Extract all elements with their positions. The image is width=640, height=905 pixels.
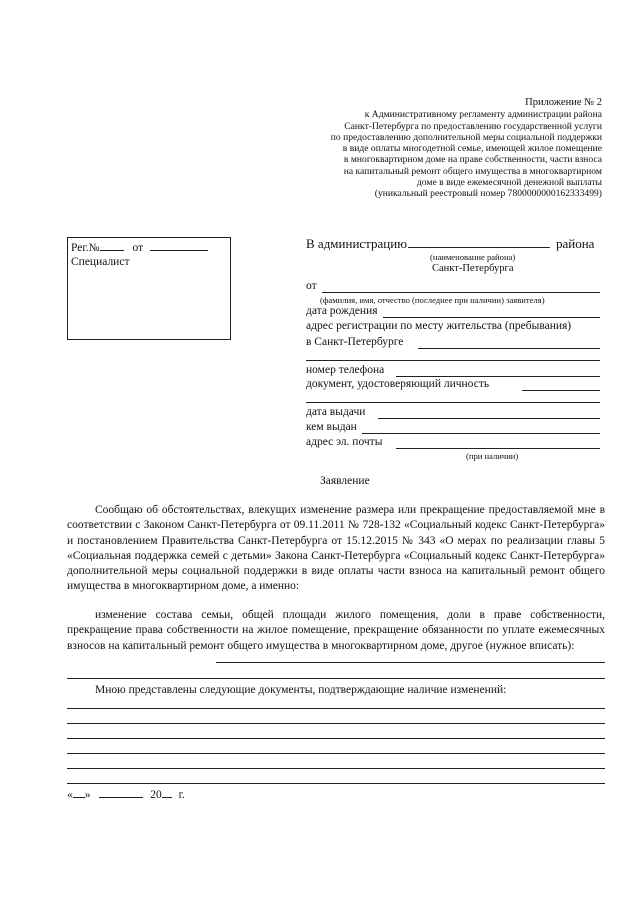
appendix-line: Санкт-Петербурга по предоставлению государственной услуги	[344, 120, 602, 132]
changes-field-1[interactable]	[216, 662, 605, 663]
reg-number-field[interactable]	[100, 240, 124, 251]
appendix-line: к Административному регламенту администрации района	[364, 109, 602, 121]
documents-line-2[interactable]	[67, 723, 605, 724]
district-label: района	[556, 236, 595, 251]
appendix-line: по предоставлению дополнительной меры социальной поддержки	[330, 131, 602, 143]
date-month-field[interactable]	[99, 787, 143, 798]
birth-date-field[interactable]	[383, 317, 600, 318]
phone-field[interactable]	[396, 376, 600, 377]
reg-number-label: Рег.№	[71, 242, 100, 254]
date-day-field[interactable]	[73, 787, 85, 798]
city-label: Санкт-Петербурга	[432, 263, 514, 274]
from-label: от	[306, 280, 317, 292]
documents-line-4[interactable]	[67, 753, 605, 754]
issue-date-field[interactable]	[378, 418, 600, 419]
date-year-field[interactable]	[162, 787, 172, 798]
specialist-label: Специалист	[71, 256, 130, 268]
date-year-suffix: г.	[178, 789, 185, 801]
documents-paragraph: Мною представлены следующие документы, подтверждающие наличие изменений:	[95, 684, 507, 696]
date-close-quote: »	[84, 789, 91, 801]
documents-line-3[interactable]	[67, 738, 605, 739]
phone-label: номер телефона	[306, 364, 385, 376]
birth-date-label: дата рождения	[306, 305, 378, 317]
document-title: Заявление	[320, 475, 370, 487]
issued-by-label: кем выдан	[306, 421, 357, 433]
appendix-line: в виде оплаты многодетной семье, имеющей жилое помещение	[342, 143, 602, 155]
reg-date-label: от	[132, 242, 144, 254]
email-label: адрес эл. почты	[306, 436, 383, 448]
id-doc-field-2[interactable]	[306, 402, 600, 403]
issue-date-label: дата выдачи	[306, 406, 366, 418]
statement-paragraph: Сообщаю об обстоятельствах, влекущих изменение размера или прекращение предоставляемой мне в соответствии с Законом Санкт-Петербурга от 09.11.2011 № 728-132 «Социальный кодекс Санкт-Петербурга» и постановлением Правительства Санкт-Петербурга от 15.12.2015 № 343 «О мерах по реализации главы 5 «Социальная поддержка семей с детьми» Закона Санкт-Петербурга «Социальный кодекс Санкт-Петербурга» дополнительной меры социальной поддержки в виде оплаты части взноса на капитальный ремонт общего имущества в многоквартирном доме, а именно:	[67, 504, 605, 593]
reg-date-field[interactable]	[150, 240, 208, 251]
to-admin-label: В администрацию	[306, 236, 407, 251]
appendix-line: доме в виде ежемесячной денежной выплаты	[416, 177, 602, 189]
documents-line-5[interactable]	[67, 768, 605, 769]
appendix-line: на капитальный ремонт общего имущества в многоквартирном	[343, 165, 602, 177]
registration-box	[67, 237, 231, 340]
reg-address-label: адрес регистрации по месту жительства (пребывания)	[306, 320, 572, 332]
id-doc-label: документ, удостоверяющий личность	[306, 378, 490, 390]
address-field-2[interactable]	[306, 360, 600, 361]
fio-hint: (фамилия, имя, отчество (последнее при наличии) заявителя)	[320, 295, 545, 305]
district-hint: (наименование района)	[430, 252, 516, 262]
appendix-header	[222, 97, 602, 200]
appendix-line: (уникальный реестровый номер 7800000000162333499)	[374, 188, 602, 200]
in-spb-label: в Санкт-Петербурге	[306, 336, 404, 348]
changes-field-2[interactable]	[67, 678, 605, 679]
documents-line-1[interactable]	[67, 708, 605, 709]
issued-by-field[interactable]	[362, 433, 600, 434]
appendix-line: Приложение № 2	[525, 97, 602, 108]
date-open-quote: «	[67, 789, 73, 801]
district-name-field[interactable]	[408, 247, 550, 248]
date-year-prefix: 20	[150, 789, 162, 801]
documents-line-6[interactable]	[67, 783, 605, 784]
appendix-line: в многоквартирном доме на праве собственности, части взноса	[343, 154, 602, 166]
applicant-name-field[interactable]	[322, 292, 600, 293]
email-field[interactable]	[396, 448, 600, 449]
changes-paragraph: изменение состава семьи, общей площади жилого помещения, доли в праве собственности, прекращение права собственности на жилое помещение, прекращение обязанности по уплате ежемесячных взносов на капитальный ремонт общего имущества в многоквартирном доме, другое (нужное вписать):	[67, 609, 605, 652]
if-any-hint: (при наличии)	[466, 451, 519, 461]
signature-date	[67, 787, 185, 801]
id-doc-field-1[interactable]	[522, 390, 600, 391]
address-field-1[interactable]	[418, 348, 600, 349]
